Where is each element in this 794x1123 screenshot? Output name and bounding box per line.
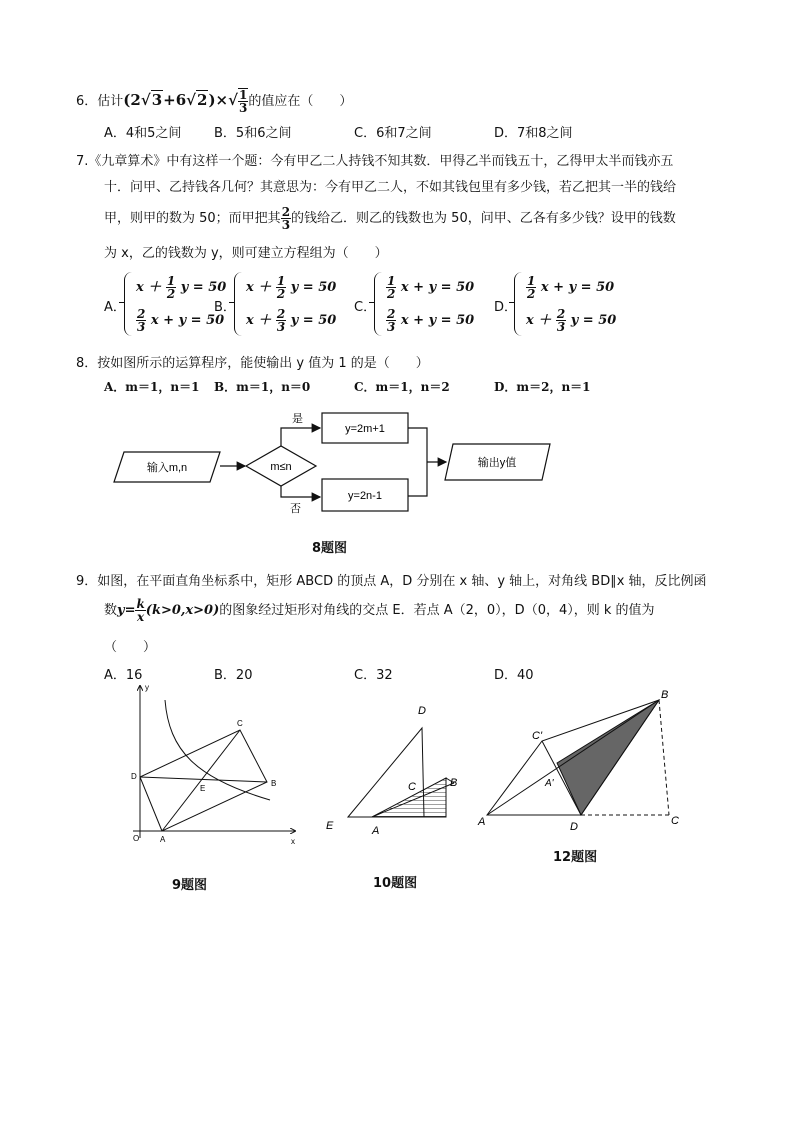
q7-option-c-system: $\frac{1}{2}$ x + y = 50 $\frac{2}{3}$ x + y = 50	[374, 272, 474, 336]
flow-no-label: 否	[290, 503, 301, 515]
q8-option-a: A．m＝1，n＝1	[104, 380, 200, 394]
q9-line2a: 数	[104, 603, 118, 618]
q9-line3: （ ）	[104, 640, 157, 655]
fig9-label-x: x	[291, 837, 295, 846]
fig9-label-c: C	[237, 719, 243, 728]
fig9-caption: 9题图	[172, 878, 208, 893]
flow-input-label: 输入m,n	[146, 462, 188, 474]
q6-stem-before: 估计	[97, 94, 124, 109]
flow-merge-line	[408, 428, 427, 496]
fig10-label-c: C	[408, 781, 416, 793]
fig9-label-d: D	[131, 772, 137, 781]
fig9-label-o: O	[133, 834, 140, 843]
q9-line2	[104, 598, 655, 623]
q6-stem-after: 的值应在（ ）	[248, 94, 353, 109]
fig12-label-a: A	[478, 816, 486, 828]
q9-option-b: B．20	[214, 668, 253, 683]
q8-option-b: B．m＝1，n＝0	[214, 380, 311, 394]
fig9-label-a: A	[160, 835, 166, 844]
q7-line3	[104, 206, 676, 231]
q8-flowchart	[100, 400, 570, 530]
flow-yes-label: 是	[292, 413, 303, 425]
q7-line3b: 的钱给乙．则乙的钱数也为 50，问甲、乙各有多少钱？设甲的钱数	[291, 211, 676, 226]
q7-option-b-system: x ＋ $\frac{1}{2}$ y = 50 x ＋ $\frac{2}{3}$ y = 50	[234, 272, 336, 336]
q8-caption: 8题图	[312, 541, 348, 556]
fig10-label-a: A	[372, 825, 380, 835]
q9-option-d: D．40	[494, 668, 534, 683]
fig12-caption: 12题图	[553, 850, 598, 865]
flow-top-box-label: y=2m+1	[345, 423, 385, 435]
q7-option-c-label: C．	[354, 300, 377, 315]
q8-option-d: D．m＝2，n＝1	[494, 380, 591, 394]
fig10-label-e: E	[326, 820, 334, 832]
q7-option-b-label: B．	[214, 300, 236, 315]
q9-line1: 9．如图，在平面直角坐标系中，矩形 ABCD 的顶点 A，D 分别在 x 轴、y 轴上，对角线 BD∥x 轴，反比例函	[76, 574, 707, 589]
q6-option-b: B．5和6之间	[214, 126, 292, 141]
q9-function: y= $\frac{k}{x}$ (k>0,x>0)	[117, 597, 220, 624]
q6-option-c: C．6和7之间	[354, 126, 432, 141]
q6-option-a: A．4和5之间	[104, 126, 182, 141]
q6-expression: (2√3+6√2)×√ $\frac{1}{3}$	[123, 88, 248, 115]
q6-stem	[76, 88, 352, 114]
fig12	[470, 684, 690, 834]
fig12-label-b: B	[661, 689, 669, 701]
fig12-label-d: D	[570, 821, 578, 833]
flow-yes-line	[281, 428, 320, 446]
flow-bottom-box-label: y=2n-1	[348, 490, 382, 502]
q8-option-c: C．m＝1，n＝2	[354, 380, 450, 394]
q7-option-a-label: A．	[104, 300, 126, 315]
q7-line3a: 甲，则甲的数为 50；而甲把其	[104, 211, 281, 226]
fig9-label-e: E	[200, 784, 206, 793]
fig12-label-c-prime: C'	[532, 730, 543, 742]
fig10	[320, 700, 470, 835]
q9-option-c: C．32	[354, 668, 393, 683]
q7-line2: 十．问甲、乙持钱各几何？其意思为：今有甲乙二人，不如其钱包里有多少钱，若乙把其一半的钱给	[104, 180, 677, 195]
fig10-label-d: D	[418, 705, 426, 717]
q7-line4: 为 x，乙的钱数为 y，则可建立方程组为（ ）	[104, 246, 388, 261]
fig9-label-b: B	[271, 779, 277, 788]
fig12-label-c: C	[671, 815, 679, 827]
q6-number: 6．	[76, 94, 98, 109]
fig9-hyperbola	[165, 700, 270, 800]
flow-no-line	[281, 486, 320, 497]
fig9-rectangle	[140, 730, 267, 831]
q7-option-a-system: x ＋ $\frac{1}{2}$ y = 50 $\frac{2}{3}$ x + y = 50	[124, 272, 226, 336]
q9-option-a: A．16	[104, 668, 143, 683]
flow-output-label: 输出y值	[477, 457, 517, 469]
fig12-dashed-bc	[659, 700, 669, 815]
fig10-caption: 10题图	[373, 876, 418, 891]
q6-option-d: D．7和8之间	[494, 126, 573, 141]
q7-option-d-system: $\frac{1}{2}$ x + y = 50 x ＋ $\frac{2}{3}$ y = 50	[514, 272, 616, 336]
fig9	[125, 680, 305, 850]
q8-stem: 8．按如图所示的运算程序，能使输出 y 值为 1 的是（ ）	[76, 356, 429, 371]
q7-line1: 7.《九章算术》中有这样一个题：今有甲乙二人持钱不知其数．甲得乙半而钱五十，乙得甲太半而钱亦五	[76, 154, 674, 169]
flow-decision-label: m≤n	[270, 461, 292, 473]
fig12-label-a-prime: A'	[545, 778, 554, 789]
q7-option-d-label: D．	[494, 300, 518, 315]
fig9-label-y: y	[145, 683, 149, 692]
fig10-label-b: B	[450, 777, 458, 789]
q7-fraction: $\frac{2}{3}$	[281, 205, 291, 232]
q9-line2b: 的图象经过矩形对角线的交点 E．若点 A（2，0），D（0，4），则 k 的值为	[219, 603, 655, 618]
